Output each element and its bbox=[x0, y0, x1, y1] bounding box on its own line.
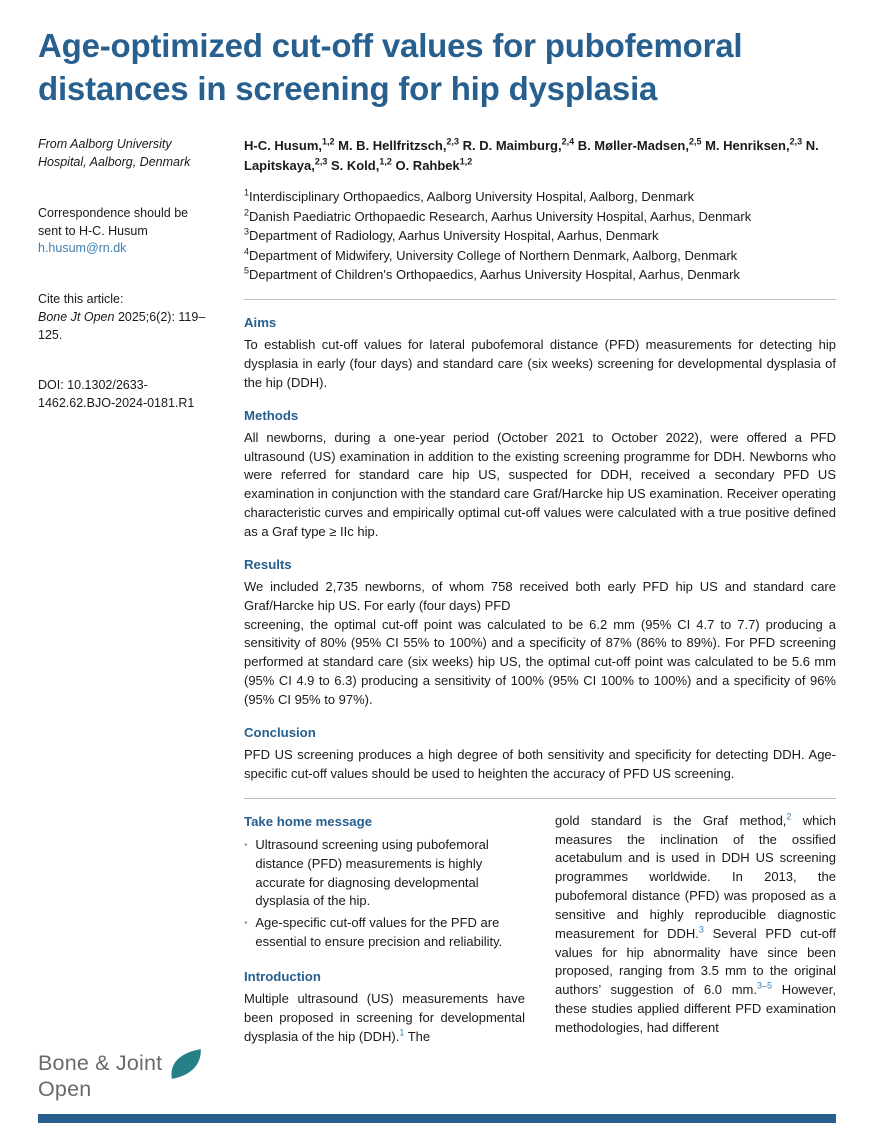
affiliation-item: $^5$Department of Children's Orthopaedics, Aarhus University Hospital, Aarhus, Denmark bbox=[244, 266, 740, 283]
bullet-text: Ultrasound screening using pubofemoral distance (PFD) measurements is highly accurate for diagnosing developmental dysplasia of the hip. bbox=[255, 836, 489, 909]
journal-logo bbox=[38, 1048, 205, 1102]
logo-line-1 bbox=[38, 1048, 205, 1076]
from-note: From Aalborg University Hospital, Aalborg, Denmark bbox=[38, 137, 191, 170]
sidebar bbox=[38, 136, 206, 446]
bullet-icon: · bbox=[244, 836, 249, 852]
left-column bbox=[244, 812, 525, 1047]
aims-text: To establish cut-off values for lateral pubofemoral distance (PFD) measurements for detecting hip dysplasia in early (four days) and standard care (six weeks) screening for developmental dysplasia of the hip (DDH). bbox=[244, 337, 836, 390]
affiliation-item: $^1$Interdisciplinary Orthopaedics, Aalborg University Hospital, Aalborg, Denmark bbox=[244, 188, 695, 205]
take-home-bullet bbox=[244, 914, 525, 952]
affiliations-list bbox=[244, 187, 836, 285]
correspondence-text: Correspondence should be sent to H-C. Husum bbox=[38, 205, 189, 238]
logo-text-open: Open bbox=[38, 1076, 92, 1101]
bullet-icon: · bbox=[244, 915, 249, 931]
take-home-list bbox=[244, 836, 525, 952]
methods-heading: Methods bbox=[244, 407, 299, 423]
logo-text-bone-joint: Bone & Joint bbox=[38, 1050, 163, 1075]
conclusion-text: PFD US screening produces a high degree of both sensitivity and specificity for detecting DDH. Age-specific cut-off values should be used to heighten the accuracy of PFD US screening. bbox=[244, 747, 836, 781]
conclusion-heading: Conclusion bbox=[244, 724, 316, 740]
introduction-text-column-1: Multiple ultrasound (US) measurements have been proposed in screening for developmental dysplasia of the hip (DDH).$^1$ The bbox=[244, 991, 525, 1044]
results-text: We included 2,735 newborns, of whom 758 received both early PFD hip US and standard care Graf/Harcke hip US. For early (four days) PFD bbox=[244, 578, 836, 613]
section-divider bbox=[244, 299, 836, 300]
citation-block bbox=[38, 291, 206, 344]
affiliation-item: $^4$Department of Midwifery, University College of Northern Denmark, Aalborg, Denmark bbox=[244, 246, 738, 263]
introduction-text-column-2: gold standard is the Graf method,$^2$ which measures the inclination of the ossified acetabulum and is used in DDH US screening programmes worldwide. In 2013, the pubofemoral distance (PFD) was proposed as a sensitive and highly reproducible diagnostic measurement for DDH.$^3$ Several PFD cut-off values for hip abnormality have since been proposed, ranging from 3.5 mm to the original authors’ suggestion of 6.0 mm.$^{3-5}$ However, these studies applied different PFD examination methodologies, had different bbox=[555, 811, 836, 1035]
methods-text: All newborns, during a one-year period (October 2021 to October 2022), were offered a PFD ultrasound (US) examination in addition to the existing screening programme for DDH. Newborns who were referred for standard care hip US, suspected for DDH, received a secondary PFD US examination in conjunction with the standard care Graf/Harcke hip US examination. Receiver operating characteristic curves and empirically optimal cut-off values were calculated with a true positive defined as a Graf type ≥ IIc hip. bbox=[244, 429, 836, 539]
affiliation-item: $^2$Danish Paediatric Orthopaedic Research, Aarhus University Hospital, Aarhus, Denmark bbox=[244, 207, 752, 224]
abstract-section-results bbox=[244, 555, 836, 710]
right-column bbox=[555, 812, 836, 1047]
abstract-section-methods bbox=[244, 406, 836, 542]
introduction-heading: Introduction bbox=[244, 968, 321, 984]
article-body bbox=[244, 136, 836, 1046]
correspondence-email-link[interactable]: h.husum@rn.dk bbox=[38, 241, 127, 256]
cite-journal: Bone Jt Open bbox=[38, 309, 115, 324]
cite-detail: 2025;6(2): 119–125. bbox=[38, 309, 206, 342]
page-title: Age-optimized cut-off values for pubofemoral distances in screening for hip dysplasia bbox=[38, 27, 743, 108]
affiliation-item: $^3$Department of Radiology, Aarhus University Hospital, Aarhus, Denmark bbox=[244, 227, 659, 244]
abstract-section-conclusion bbox=[244, 723, 836, 784]
cite-label: Cite this article: bbox=[38, 292, 124, 307]
body-columns bbox=[244, 812, 836, 1047]
take-home-bullet bbox=[244, 836, 525, 911]
abstract-section-aims bbox=[244, 313, 836, 393]
section-divider bbox=[244, 798, 836, 799]
results-text: screening, the optimal cut-off point was calculated to be 6.2 mm (95% CI 4.7 to 7.7) producing a sensitivity of 80% (95% CI 55% to 100%) and a specificity of 87% (86% to 89%). For PFD screening performed at standard care (six weeks) hip US, the optimal cut-off point was calculated to be 5.6 mm (95% CI 4.9 to 6.3) producing a sensitivity of 100% (95% CI 100% to 100%) and a specificity of 96% (95% CI 95% to 97%). bbox=[244, 616, 836, 708]
bullet-text: Age-specific cut-off values for the PFD are essential to ensure precision and reliability. bbox=[255, 915, 503, 950]
doi-text: DOI: 10.1302/2633-1462.62.BJO-2024-0181.R1 bbox=[38, 378, 195, 411]
take-home-heading: Take home message bbox=[244, 813, 373, 829]
footer-bar bbox=[38, 1114, 836, 1123]
results-heading: Results bbox=[244, 556, 292, 572]
aims-heading: Aims bbox=[244, 314, 277, 330]
authors-line: H-C. Husum,$^{1,2}$ M. B. Hellfritzsch,$^{2,3}$ R. D. Maimburg,$^{2,4}$ B. Møller-Madsen,$^{2,5}$ M. Henriksen,$^{2,3}$ N. Lapitskaya,$^{2,3}$ S. Kold,$^{1,2}$ O. Rahbek$^{1,2}$ bbox=[244, 137, 819, 173]
correspondence-block bbox=[38, 205, 206, 258]
content-area bbox=[0, 110, 874, 1046]
